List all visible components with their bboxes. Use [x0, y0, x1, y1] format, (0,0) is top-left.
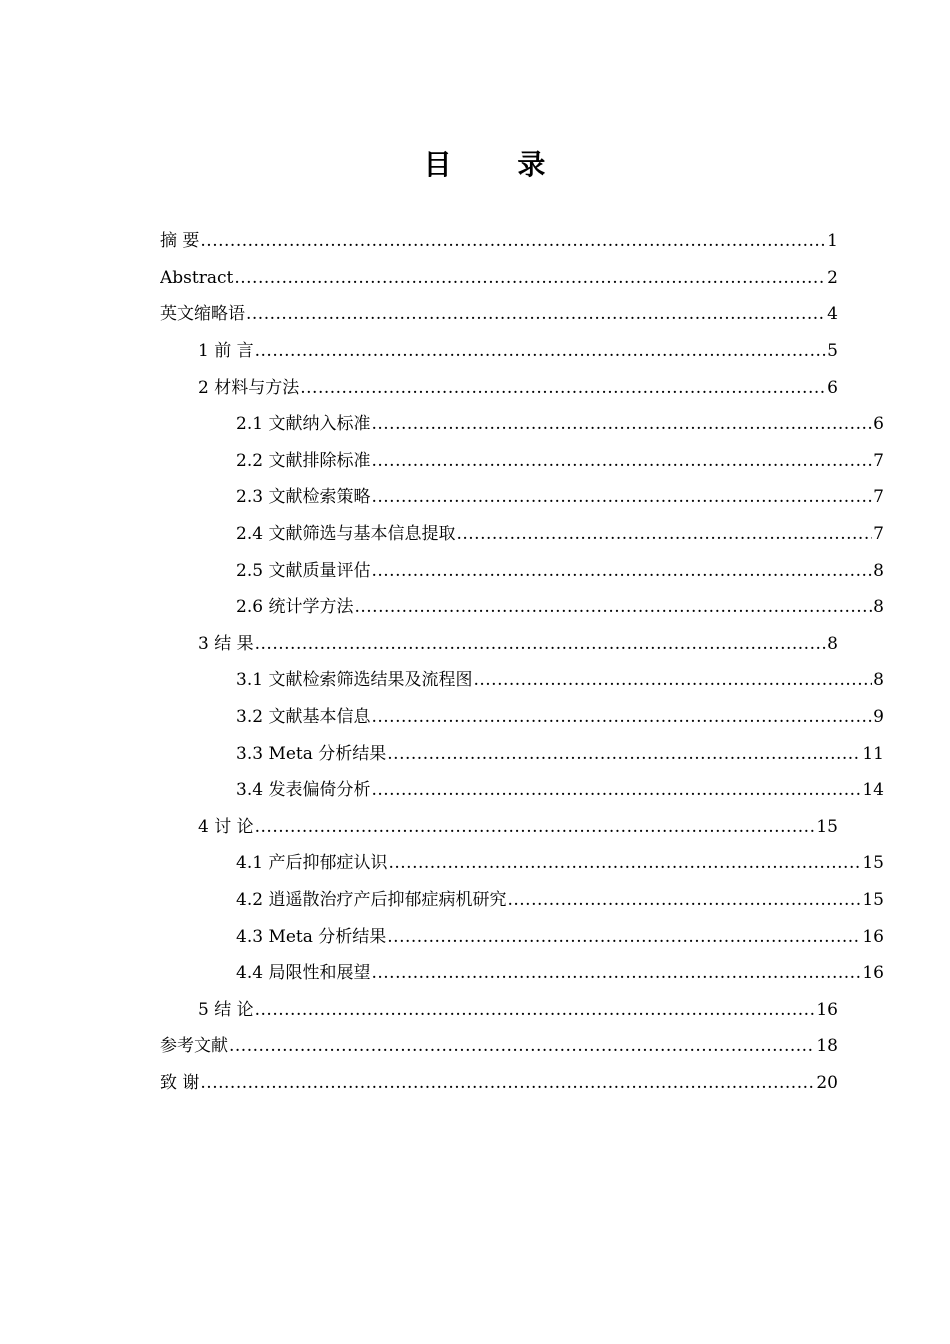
toc-entry-label: Abstract: [160, 267, 234, 288]
toc-entry-label: 2.1 文献纳入标准: [236, 414, 371, 435]
dot-leader: [255, 340, 827, 362]
toc-entry-page: 2: [827, 267, 838, 288]
toc-entry-label: 3.1 文献检索筛选结果及流程图: [236, 670, 473, 691]
toc-entry-preface[interactable]: [160, 333, 838, 370]
dot-leader: [300, 377, 826, 399]
toc-entry-page: 6: [827, 377, 838, 398]
toc-entry-abstract-cn[interactable]: [160, 223, 838, 260]
toc-entry-label: 摘 要: [160, 231, 200, 252]
toc-entry-2-3[interactable]: [160, 479, 884, 516]
toc-entry-page: 7: [873, 487, 884, 508]
toc-entry-page: 15: [862, 889, 884, 910]
dot-leader: [387, 743, 861, 765]
dot-leader: [371, 450, 872, 472]
toc-entry-page: 7: [873, 450, 884, 471]
toc-entry-label: 3.4 发表偏倚分析: [236, 780, 371, 801]
dot-leader: [388, 852, 861, 874]
dot-leader: [255, 999, 816, 1021]
toc-entry-page: 16: [862, 926, 884, 947]
toc-entry-page: 8: [827, 633, 838, 654]
toc-entry-page: 15: [816, 816, 838, 837]
toc-entry-label: 4.2 逍遥散治疗产后抑郁症病机研究: [236, 889, 507, 910]
toc-entry-label: 4.1 产后抑郁症认识: [236, 853, 388, 874]
toc-entry-4-1[interactable]: [160, 845, 884, 882]
toc-entry-label: 2 材料与方法: [198, 377, 300, 398]
toc-entry-acknowledgements[interactable]: [160, 1065, 838, 1102]
toc-entry-label: 参考文献: [160, 1036, 228, 1057]
dot-leader: [371, 962, 861, 984]
toc-entry-4-3[interactable]: [160, 918, 884, 955]
toc-entry-results[interactable]: [160, 626, 838, 663]
toc-entry-label: 4 讨 论: [198, 816, 254, 837]
toc-entry-label: 4.4 局限性和展望: [236, 963, 371, 984]
dot-leader: [371, 413, 872, 435]
toc-entry-page: 6: [873, 414, 884, 435]
toc-entry-label: 英文缩略语: [160, 304, 245, 325]
toc-entry-label: 2.4 文献筛选与基本信息提取: [236, 524, 456, 545]
toc-entry-label: 致 谢: [160, 1072, 200, 1093]
toc-entry-label: 3 结 果: [198, 633, 254, 654]
dot-leader: [371, 486, 872, 508]
dot-leader: [255, 816, 816, 838]
toc-entry-2-4[interactable]: [160, 516, 884, 553]
table-of-contents: [160, 223, 884, 1101]
toc-entry-label: 2.5 文献质量评估: [236, 560, 371, 581]
toc-entry-label: 5 结 论: [198, 999, 254, 1020]
toc-entry-page: 5: [827, 341, 838, 362]
toc-entry-3-3[interactable]: [160, 735, 884, 772]
toc-entry-abbreviations[interactable]: [160, 296, 838, 333]
dot-leader: [255, 633, 827, 655]
dot-leader: [456, 523, 872, 545]
toc-entry-2-6[interactable]: [160, 589, 884, 626]
dot-leader: [229, 1035, 815, 1057]
toc-entry-page: 4: [827, 304, 838, 325]
toc-entry-3-2[interactable]: [160, 699, 884, 736]
dot-leader: [387, 926, 861, 948]
dot-leader: [371, 706, 872, 728]
toc-entry-discussion[interactable]: [160, 809, 838, 846]
toc-entry-page: 14: [862, 780, 884, 801]
toc-entry-page: 7: [873, 524, 884, 545]
toc-entry-conclusion[interactable]: [160, 991, 838, 1028]
toc-entry-4-4[interactable]: [160, 955, 884, 992]
dot-leader: [371, 779, 861, 801]
dot-leader: [200, 1072, 815, 1094]
dot-leader: [200, 230, 826, 252]
toc-entry-methods[interactable]: [160, 369, 838, 406]
toc-entry-references[interactable]: [160, 1028, 838, 1065]
toc-entry-page: 11: [862, 743, 884, 764]
toc-entry-2-1[interactable]: [160, 406, 884, 443]
toc-entry-3-4[interactable]: [160, 772, 884, 809]
toc-entry-label: 2.6 统计学方法: [236, 597, 354, 618]
toc-entry-page: 8: [873, 597, 884, 618]
dot-leader: [473, 669, 872, 691]
toc-entry-page: 18: [816, 1036, 838, 1057]
toc-entry-4-2[interactable]: [160, 882, 884, 919]
toc-entry-label: 2.3 文献检索策略: [236, 487, 371, 508]
dot-leader: [371, 560, 872, 582]
toc-entry-label: 2.2 文献排除标准: [236, 450, 371, 471]
toc-entry-label: 3.3 Meta 分析结果: [236, 743, 387, 764]
toc-entry-label: 1 前 言: [198, 341, 254, 362]
dot-leader: [507, 889, 861, 911]
toc-entry-page: 20: [816, 1072, 838, 1093]
dot-leader: [234, 267, 826, 289]
toc-entry-abstract-en[interactable]: [160, 260, 838, 297]
toc-entry-page: 16: [862, 963, 884, 984]
toc-entry-2-2[interactable]: [160, 443, 884, 480]
page-title: 目 录: [423, 148, 574, 181]
dot-leader: [354, 596, 872, 618]
toc-entry-page: 8: [873, 560, 884, 581]
toc-entry-label: 4.3 Meta 分析结果: [236, 926, 387, 947]
toc-entry-page: 9: [873, 707, 884, 728]
dot-leader: [246, 303, 826, 325]
toc-entry-page: 15: [862, 853, 884, 874]
toc-entry-label: 3.2 文献基本信息: [236, 707, 371, 728]
toc-entry-3-1[interactable]: [160, 662, 884, 699]
toc-entry-page: 16: [816, 999, 838, 1020]
toc-entry-page: 1: [827, 231, 838, 252]
toc-entry-page: 8: [873, 670, 884, 691]
toc-entry-2-5[interactable]: [160, 552, 884, 589]
